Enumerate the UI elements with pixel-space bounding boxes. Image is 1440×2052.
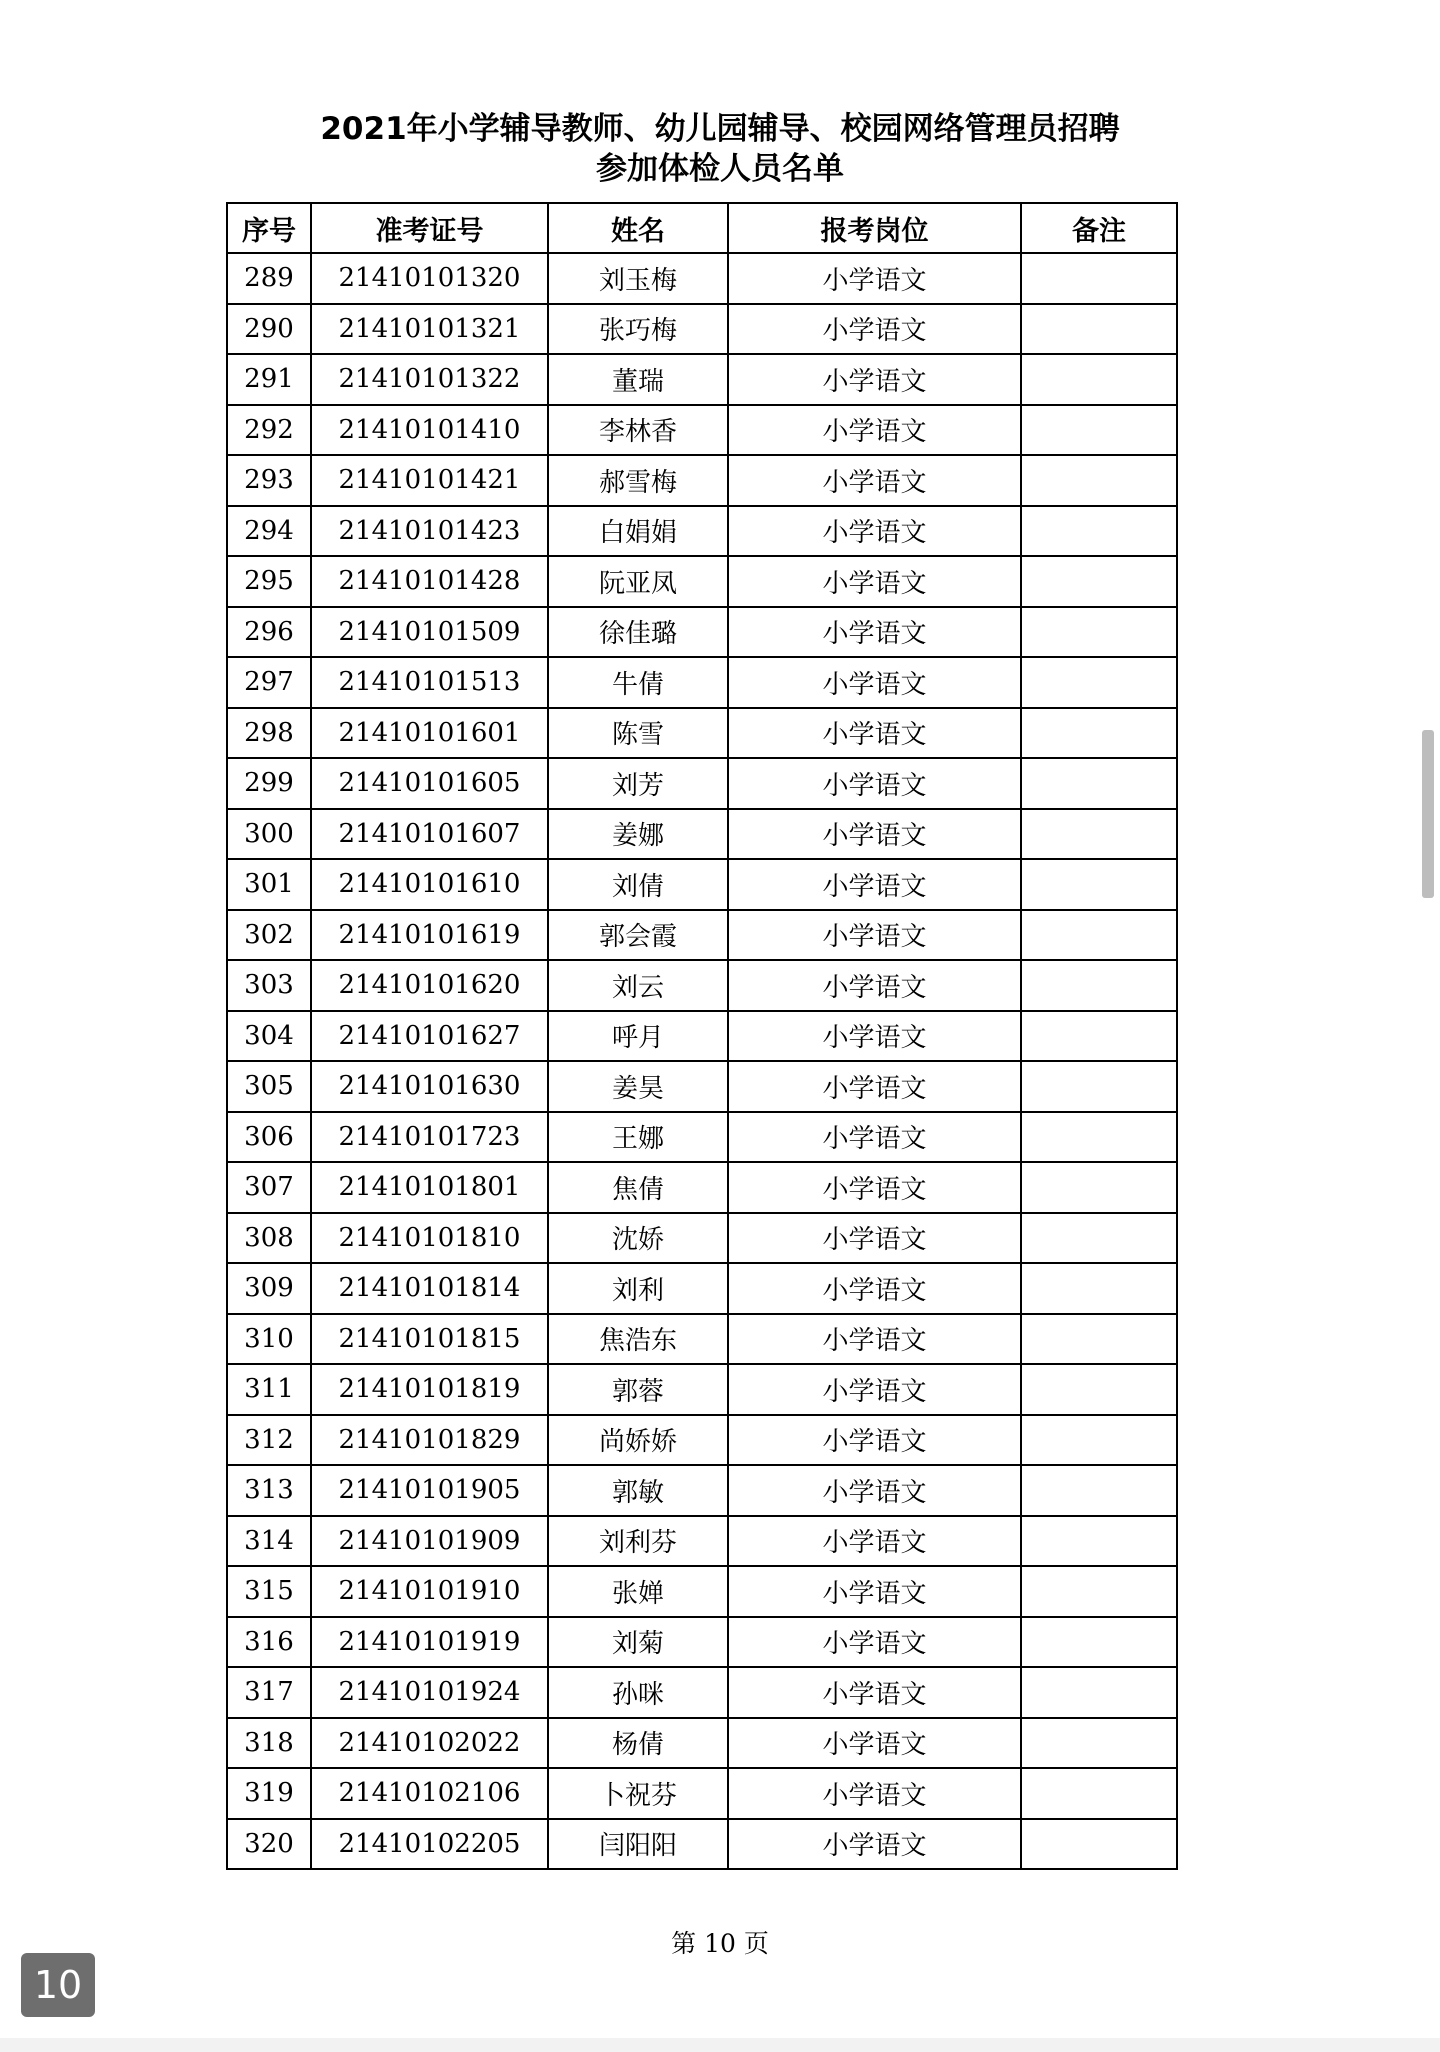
cell-name: 王娜 <box>548 1112 728 1163</box>
cell-name: 刘倩 <box>548 859 728 910</box>
cell-seq: 317 <box>227 1667 311 1718</box>
table-row <box>227 354 1177 405</box>
cell-exam-id: 21410101421 <box>311 455 548 506</box>
table-row <box>227 1617 1177 1668</box>
cell-remarks <box>1021 607 1177 658</box>
cell-name: 张巧梅 <box>548 304 728 355</box>
cell-remarks <box>1021 1061 1177 1112</box>
table-row <box>227 708 1177 759</box>
cell-position: 小学语文 <box>728 1364 1021 1415</box>
cell-remarks <box>1021 1011 1177 1062</box>
cell-position: 小学语文 <box>728 253 1021 304</box>
cell-remarks <box>1021 1566 1177 1617</box>
cell-exam-id: 21410101513 <box>311 657 548 708</box>
cell-exam-id: 21410101619 <box>311 910 548 961</box>
cell-seq: 307 <box>227 1162 311 1213</box>
cell-name: 刘玉梅 <box>548 253 728 304</box>
cell-position: 小学语文 <box>728 1718 1021 1769</box>
cell-seq: 318 <box>227 1718 311 1769</box>
table-row <box>227 657 1177 708</box>
cell-name: 孙咪 <box>548 1667 728 1718</box>
cell-exam-id: 21410101905 <box>311 1465 548 1516</box>
table-row <box>227 1718 1177 1769</box>
cell-exam-id: 21410101423 <box>311 506 548 557</box>
cell-exam-id: 21410101723 <box>311 1112 548 1163</box>
cell-position: 小学语文 <box>728 1314 1021 1365</box>
page-indicator-badge: 10 <box>21 1953 95 2017</box>
cell-remarks <box>1021 1364 1177 1415</box>
cell-remarks <box>1021 455 1177 506</box>
cell-exam-id: 21410101819 <box>311 1364 548 1415</box>
table-row <box>227 607 1177 658</box>
cell-remarks <box>1021 809 1177 860</box>
cell-seq: 316 <box>227 1617 311 1668</box>
cell-name: 郭会霞 <box>548 910 728 961</box>
cell-position: 小学语文 <box>728 809 1021 860</box>
cell-seq: 314 <box>227 1516 311 1567</box>
cell-exam-id: 21410102106 <box>311 1768 548 1819</box>
table-row <box>227 859 1177 910</box>
cell-remarks <box>1021 708 1177 759</box>
cell-remarks <box>1021 405 1177 456</box>
cell-exam-id: 21410101630 <box>311 1061 548 1112</box>
cell-exam-id: 21410101620 <box>311 960 548 1011</box>
cell-position: 小学语文 <box>728 758 1021 809</box>
cell-seq: 297 <box>227 657 311 708</box>
cell-position: 小学语文 <box>728 1819 1021 1870</box>
table-row <box>227 556 1177 607</box>
cell-exam-id: 21410101919 <box>311 1617 548 1668</box>
cell-remarks <box>1021 1819 1177 1870</box>
header-seq: 序号 <box>227 203 311 253</box>
table-row <box>227 506 1177 557</box>
cell-seq: 294 <box>227 506 311 557</box>
cell-remarks <box>1021 1162 1177 1213</box>
cell-name: 刘利 <box>548 1263 728 1314</box>
cell-seq: 319 <box>227 1768 311 1819</box>
table-row <box>227 304 1177 355</box>
cell-seq: 311 <box>227 1364 311 1415</box>
table-row <box>227 1213 1177 1264</box>
cell-position: 小学语文 <box>728 405 1021 456</box>
header-name: 姓名 <box>548 203 728 253</box>
cell-name: 白娟娟 <box>548 506 728 557</box>
cell-exam-id: 21410101509 <box>311 607 548 658</box>
cell-name: 徐佳璐 <box>548 607 728 658</box>
cell-name: 尚娇娇 <box>548 1415 728 1466</box>
cell-seq: 298 <box>227 708 311 759</box>
table-row <box>227 1112 1177 1163</box>
table-body <box>227 253 1177 1869</box>
cell-position: 小学语文 <box>728 1415 1021 1466</box>
page-footer: 第 10 页 <box>671 1929 769 1958</box>
cell-seq: 290 <box>227 304 311 355</box>
cell-position: 小学语文 <box>728 304 1021 355</box>
table-header-row <box>227 203 1177 253</box>
table-row <box>227 253 1177 304</box>
table-row <box>227 455 1177 506</box>
cell-name: 郝雪梅 <box>548 455 728 506</box>
cell-remarks <box>1021 1112 1177 1163</box>
cell-name: 姜娜 <box>548 809 728 860</box>
cell-exam-id: 21410101321 <box>311 304 548 355</box>
table-row <box>227 1263 1177 1314</box>
cell-seq: 309 <box>227 1263 311 1314</box>
table-row <box>227 1465 1177 1516</box>
table-row <box>227 758 1177 809</box>
cell-remarks <box>1021 1667 1177 1718</box>
cell-remarks <box>1021 354 1177 405</box>
cell-exam-id: 21410101627 <box>311 1011 548 1062</box>
cell-name: 杨倩 <box>548 1718 728 1769</box>
cell-seq: 301 <box>227 859 311 910</box>
cell-name: 牛倩 <box>548 657 728 708</box>
cell-position: 小学语文 <box>728 1213 1021 1264</box>
cell-position: 小学语文 <box>728 1465 1021 1516</box>
cell-exam-id: 21410101601 <box>311 708 548 759</box>
cell-seq: 315 <box>227 1566 311 1617</box>
scrollbar-thumb[interactable] <box>1422 730 1434 898</box>
cell-position: 小学语文 <box>728 1061 1021 1112</box>
table-row <box>227 809 1177 860</box>
cell-exam-id: 21410102205 <box>311 1819 548 1870</box>
cell-seq: 292 <box>227 405 311 456</box>
cell-exam-id: 21410101410 <box>311 405 548 456</box>
cell-seq: 320 <box>227 1819 311 1870</box>
cell-remarks <box>1021 1314 1177 1365</box>
cell-position: 小学语文 <box>728 1768 1021 1819</box>
table-row <box>227 1819 1177 1870</box>
cell-name: 刘芳 <box>548 758 728 809</box>
cell-seq: 289 <box>227 253 311 304</box>
cell-seq: 306 <box>227 1112 311 1163</box>
cell-remarks <box>1021 910 1177 961</box>
cell-position: 小学语文 <box>728 1011 1021 1062</box>
table-row <box>227 1162 1177 1213</box>
cell-name: 张婵 <box>548 1566 728 1617</box>
table-row <box>227 1314 1177 1365</box>
cell-exam-id: 21410101428 <box>311 556 548 607</box>
cell-name: 李林香 <box>548 405 728 456</box>
table-row <box>227 1566 1177 1617</box>
cell-exam-id: 21410101320 <box>311 253 548 304</box>
cell-name: 刘菊 <box>548 1617 728 1668</box>
cell-remarks <box>1021 657 1177 708</box>
cell-exam-id: 21410101610 <box>311 859 548 910</box>
cell-remarks <box>1021 1768 1177 1819</box>
cell-name: 闫阳阳 <box>548 1819 728 1870</box>
cell-name: 阮亚凤 <box>548 556 728 607</box>
cell-seq: 308 <box>227 1213 311 1264</box>
cell-position: 小学语文 <box>728 1112 1021 1163</box>
table-row <box>227 1516 1177 1567</box>
cell-seq: 300 <box>227 809 311 860</box>
cell-name: 呼月 <box>548 1011 728 1062</box>
table-row <box>227 910 1177 961</box>
cell-seq: 296 <box>227 607 311 658</box>
cell-exam-id: 21410101814 <box>311 1263 548 1314</box>
cell-remarks <box>1021 253 1177 304</box>
cell-remarks <box>1021 1213 1177 1264</box>
cell-position: 小学语文 <box>728 354 1021 405</box>
cell-position: 小学语文 <box>728 1516 1021 1567</box>
cell-seq: 302 <box>227 910 311 961</box>
header-remarks: 备注 <box>1021 203 1177 253</box>
cell-exam-id: 21410101605 <box>311 758 548 809</box>
cell-exam-id: 21410101801 <box>311 1162 548 1213</box>
cell-position: 小学语文 <box>728 1162 1021 1213</box>
cell-position: 小学语文 <box>728 657 1021 708</box>
table-row <box>227 1011 1177 1062</box>
document-title: 2021年小学辅导教师、幼儿园辅导、校园网络管理员招聘 <box>320 111 1120 147</box>
cell-exam-id: 21410101829 <box>311 1415 548 1466</box>
cell-seq: 304 <box>227 1011 311 1062</box>
cell-name: 卜祝芬 <box>548 1768 728 1819</box>
cell-name: 焦浩东 <box>548 1314 728 1365</box>
cell-seq: 299 <box>227 758 311 809</box>
cell-seq: 295 <box>227 556 311 607</box>
cell-position: 小学语文 <box>728 607 1021 658</box>
cell-exam-id: 21410101607 <box>311 809 548 860</box>
cell-position: 小学语文 <box>728 556 1021 607</box>
cell-position: 小学语文 <box>728 1566 1021 1617</box>
cell-seq: 291 <box>227 354 311 405</box>
table-row <box>227 1768 1177 1819</box>
cell-position: 小学语文 <box>728 1263 1021 1314</box>
cell-exam-id: 21410102022 <box>311 1718 548 1769</box>
table-row <box>227 405 1177 456</box>
cell-remarks <box>1021 1415 1177 1466</box>
cell-position: 小学语文 <box>728 960 1021 1011</box>
cell-seq: 313 <box>227 1465 311 1516</box>
cell-exam-id: 21410101322 <box>311 354 548 405</box>
cell-name: 郭敏 <box>548 1465 728 1516</box>
cell-name: 沈娇 <box>548 1213 728 1264</box>
cell-name: 刘云 <box>548 960 728 1011</box>
cell-seq: 293 <box>227 455 311 506</box>
cell-remarks <box>1021 1263 1177 1314</box>
cell-exam-id: 21410101815 <box>311 1314 548 1365</box>
cell-seq: 303 <box>227 960 311 1011</box>
table-row <box>227 1415 1177 1466</box>
cell-position: 小学语文 <box>728 910 1021 961</box>
cell-exam-id: 21410101924 <box>311 1667 548 1718</box>
cell-remarks <box>1021 758 1177 809</box>
cell-position: 小学语文 <box>728 708 1021 759</box>
viewer-bottom-edge <box>0 2038 1440 2052</box>
cell-position: 小学语文 <box>728 859 1021 910</box>
header-position: 报考岗位 <box>728 203 1021 253</box>
header-exam-id: 准考证号 <box>311 203 548 253</box>
cell-remarks <box>1021 1516 1177 1567</box>
table-row <box>227 960 1177 1011</box>
table-row <box>227 1364 1177 1415</box>
cell-exam-id: 21410101810 <box>311 1213 548 1264</box>
table-row <box>227 1061 1177 1112</box>
cell-position: 小学语文 <box>728 1667 1021 1718</box>
cell-remarks <box>1021 1718 1177 1769</box>
cell-exam-id: 21410101910 <box>311 1566 548 1617</box>
cell-remarks <box>1021 304 1177 355</box>
cell-exam-id: 21410101909 <box>311 1516 548 1567</box>
document-subtitle: 参加体检人员名单 <box>596 151 844 187</box>
cell-name: 郭蓉 <box>548 1364 728 1415</box>
cell-remarks <box>1021 506 1177 557</box>
cell-remarks <box>1021 1465 1177 1516</box>
cell-name: 焦倩 <box>548 1162 728 1213</box>
cell-name: 姜昊 <box>548 1061 728 1112</box>
cell-seq: 305 <box>227 1061 311 1112</box>
cell-position: 小学语文 <box>728 506 1021 557</box>
cell-position: 小学语文 <box>728 1617 1021 1668</box>
cell-name: 刘利芬 <box>548 1516 728 1567</box>
cell-name: 董瑞 <box>548 354 728 405</box>
cell-remarks <box>1021 1617 1177 1668</box>
cell-seq: 312 <box>227 1415 311 1466</box>
cell-position: 小学语文 <box>728 455 1021 506</box>
cell-name: 陈雪 <box>548 708 728 759</box>
table-row <box>227 1667 1177 1718</box>
cell-seq: 310 <box>227 1314 311 1365</box>
cell-remarks <box>1021 960 1177 1011</box>
candidate-table <box>226 202 1178 1870</box>
cell-remarks <box>1021 556 1177 607</box>
cell-remarks <box>1021 859 1177 910</box>
